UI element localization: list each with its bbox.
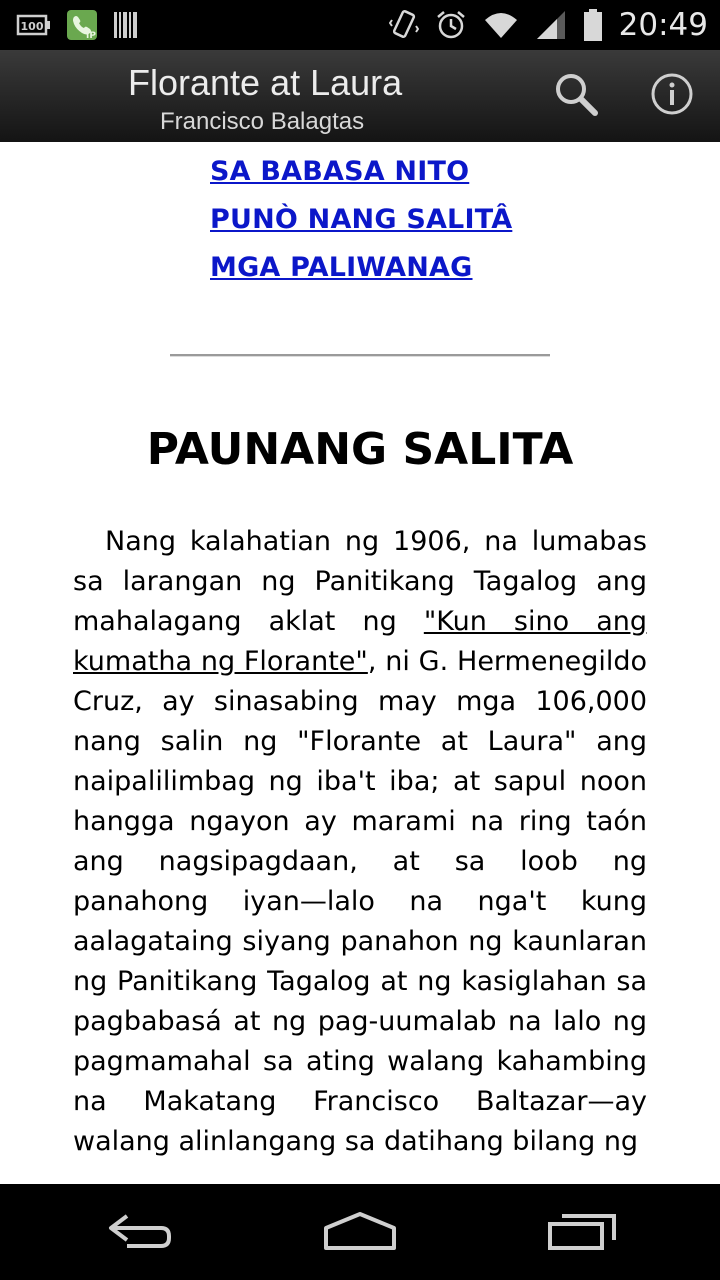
info-button[interactable] [644,68,700,124]
svg-text:IP: IP [86,31,96,41]
paragraph-text-start: Nang kalahatian ng 1906, na lumabas sa larangan ng Panitikang Tagalog ang mahalagang aklat ng [73,526,647,637]
app-title: Florante at Laura [128,62,403,103]
toc-link-puno-nang-salita[interactable]: PUNÒ NANG SALITÂ [210,204,513,235]
reader-content[interactable] [0,142,720,1184]
info-icon [650,72,694,121]
home-icon [320,1208,400,1257]
app-subtitle: Francisco Balagtas [160,108,365,135]
wifi-icon [483,10,519,40]
action-bar [0,50,720,142]
horizontal-rule [170,354,550,357]
body-paragraph [73,522,647,1162]
navigation-bar [0,1184,720,1280]
table-of-contents [210,156,512,300]
search-button[interactable] [548,68,604,124]
barcode-icon [112,10,140,40]
paragraph-text-rest: , ni G. Hermenegildo Cruz, ay sinasabing may mga 106,000 nang salin ng "Florante at Laura" ang naipalilimbag ng iba't iba; at sapul noon hangga ngayon ay marami na ring taón ang nagsipagdaan, at sa loob ng panahong iyan—lalo na nga't kung aalagataing siyang panahon ng kaunlaran ng Panitikang Tagalog at ng kasiglahan sa pagbabasá at ng pag-uumalab na lalo ng pagmamahal sa ating walang kahambing na Makatang Francisco Baltazar—ay walang alinlangang sa datihang bilang ng [73,646,647,1157]
section-heading: PAUNANG SALITA [146,424,574,475]
back-button[interactable] [90,1202,190,1262]
recent-apps-icon [546,1208,618,1257]
status-bar [0,0,720,50]
back-icon [105,1208,175,1257]
voip-call-icon [66,9,98,41]
battery-icon [583,8,603,42]
vibrate-icon [389,8,419,42]
toc-link-sa-babasa-nito[interactable]: SA BABASA NITO [210,156,470,187]
alarm-icon [435,9,467,41]
search-icon [552,70,600,123]
toc-link-mga-paliwanag[interactable]: MGA PALIWANAG [210,252,473,283]
status-time: 20:49 [618,7,708,43]
toc-item [210,204,512,252]
book-title-link[interactable]: "Kun sino ang kumatha ng Florante" [73,606,647,677]
status-right-icons [389,0,708,50]
toc-item [210,156,512,204]
battery-saver-icon [16,12,52,38]
home-button[interactable] [310,1202,410,1262]
toc-item [210,252,512,300]
status-left-icons [16,8,140,42]
cell-signal-icon [535,9,567,41]
svg-text:100: 100 [20,20,44,33]
recent-apps-button[interactable] [532,1202,632,1262]
